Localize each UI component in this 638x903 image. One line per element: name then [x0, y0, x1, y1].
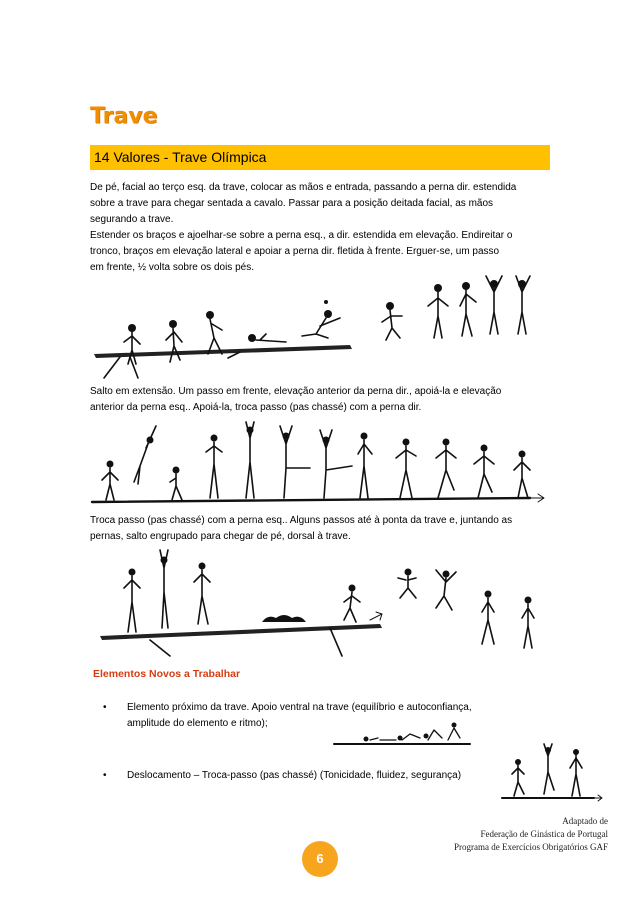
bullet-item	[103, 768, 523, 786]
instruction-paragraph-3	[90, 513, 552, 545]
beam-sequence-illustration-3	[90, 548, 552, 658]
bullet-text	[127, 768, 461, 784]
paragraph-line: em frente, ½ volta sobre os dois pés.	[90, 262, 254, 273]
bullet-line: Elemento próximo da trave. Apoio ventral na trave (equilíbrio e autoconfiança,	[127, 702, 472, 713]
paragraph-line: Salto em extensão. Um passo em frente, elevação anterior da perna dir., apoiá-la e elevação	[90, 386, 502, 397]
instruction-paragraph-1	[90, 180, 552, 276]
bullet-line: amplitude do elemento e ritmo);	[127, 718, 268, 729]
instruction-paragraph-2	[90, 384, 552, 416]
credits-block	[454, 815, 608, 854]
bullet-line: Deslocamento – Troca-passo (pas chassé) (Tonicidade, fluidez, segurança)	[127, 770, 462, 781]
credits-line: Programa de Exercícios Obrigatórios GAF	[454, 842, 608, 852]
paragraph-line: pernas, salto engrupado para chegar de pé, dorsal à trave.	[90, 531, 351, 542]
beam-sequence-illustration-1	[90, 272, 552, 380]
credits-line: Adaptado de	[562, 816, 608, 826]
new-elements-heading: Elementos Novos a Trabalhar	[93, 668, 241, 680]
near-beam-illustration	[330, 718, 480, 757]
paragraph-line: anterior da perna esq.. Apoiá-la, troca passo (pas chassé) com a perna dir.	[90, 402, 422, 413]
paragraph-line: Troca passo (pas chassé) com a perna esq.. Alguns passos até à ponta da trave e, juntando as	[90, 515, 513, 526]
bullet-symbol: •	[103, 702, 107, 713]
beam-sequence-illustration-2	[90, 418, 552, 510]
bullet-symbol: •	[103, 770, 107, 781]
page-number: 6	[302, 841, 338, 877]
pas-chasse-illustration	[498, 740, 603, 811]
paragraph-line: tronco, braços em elevação lateral e apoiar a perna dir. fletida à frente. Erguer-se, um passo	[90, 246, 500, 257]
page-title: Trave	[90, 104, 158, 129]
paragraph-line: Estender os braços e ajoelhar-se sobre a perna esq., a dir. estendida em elevação. Endireitar o	[90, 230, 513, 241]
paragraph-line: De pé, facial ao terço esq. da trave, colocar as mãos e entrada, passando a perna dir. estendida	[90, 182, 517, 193]
credits-line: Federação de Ginástica de Portugal	[480, 829, 608, 839]
paragraph-line: segurando a trave.	[90, 214, 174, 225]
section-header-bar: 14 Valores - Trave Olímpica	[90, 145, 550, 170]
paragraph-line: sobre a trave para chegar sentada a cavalo. Passar para a posição deitada facial, as mãos	[90, 198, 494, 209]
